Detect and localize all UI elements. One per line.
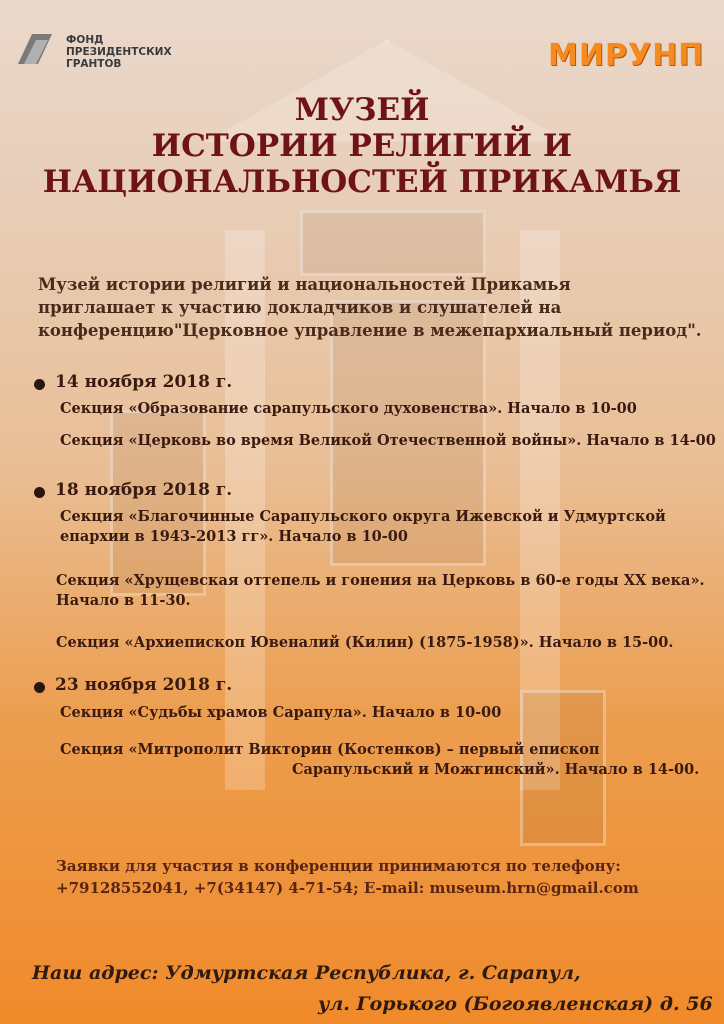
section-item [60,507,666,547]
section-line: епархии в 1943-2013 гг». Начало в 10-00 [60,528,408,545]
title-line: МУЗЕЙ [294,92,430,128]
fund-logo-line: ФОНД [66,34,104,46]
section-line: Секция «Судьбы храмов Сарапула». Начало в 10-00 [60,704,502,721]
section-item [60,740,699,780]
background-icon-panel [300,210,486,276]
section-line: Секция «Благочинные Сарапульского округа Ижевской и Удмуртской [60,508,666,525]
fund-logo-line: ПРЕЗИДЕНТСКИХ [66,46,172,58]
page-title [0,92,724,200]
contacts [56,855,639,899]
address-line: ул. Горького (Богоявленская) д. 56 [318,993,713,1015]
title-line: ИСТОРИИ РЕЛИГИЙ И [151,128,573,164]
section-line: Секция «Митрополит Викторин (Костенков) – первый епископ [60,741,600,758]
intro-line: приглашает к участию докладчиков и слушателей на [38,298,562,317]
fund-logo [14,28,194,88]
fund-logo-icon [14,28,56,70]
section-line: Начало в 11-30. [56,592,191,609]
fund-logo-line: ГРАНТОВ [66,58,122,70]
section-item [56,633,673,653]
section-line: Секция «Хрущевская оттепель и гонения на Церковь в 60-е годы XX века». [56,572,705,589]
section-line: Секция «Образование сарапульского духовенства». Начало в 10-00 [60,400,637,417]
contacts-line: Заявки для участия в конференции принимаются по телефону: [56,857,621,875]
section-line: Секция «Архиепископ Ювеналий (Килин) (1875-1958)». Начало в 15-00. [56,634,674,651]
bullet-icon [34,682,45,693]
day-date: 14 ноября 2018 г. [55,372,233,392]
bullet-icon [34,379,45,390]
contacts-line: +79128552041, +7(34147) 4-71-54; E-mail: museum.hrn@gmail.com [56,879,639,897]
bullet-icon [34,487,45,498]
section-item [60,399,637,419]
partner-logo: МИРУНП [548,38,705,73]
day-date: 23 ноября 2018 г. [55,675,233,695]
section-item [60,703,501,723]
address-line: Наш адрес: Удмуртская Республика, г. Сарапул, [32,962,581,984]
intro-line: конференцию"Церковное управление в межепархиальный период". [38,321,702,340]
day-date: 18 ноября 2018 г. [55,480,233,500]
fund-logo-text [66,34,172,70]
intro-text [38,273,718,342]
intro-line: Музей истории религий и национальностей Прикамья [38,275,571,294]
section-item [56,571,705,611]
section-item [60,431,716,451]
title-line: НАЦИОНАЛЬНОСТЕЙ ПРИКАМЬЯ [42,164,682,200]
section-line: Сарапульский и Можгинский». Начало в 14-00. [292,761,700,778]
section-line: Секция «Церковь во время Великой Отечественной войны». Начало в 14-00 [60,432,716,449]
